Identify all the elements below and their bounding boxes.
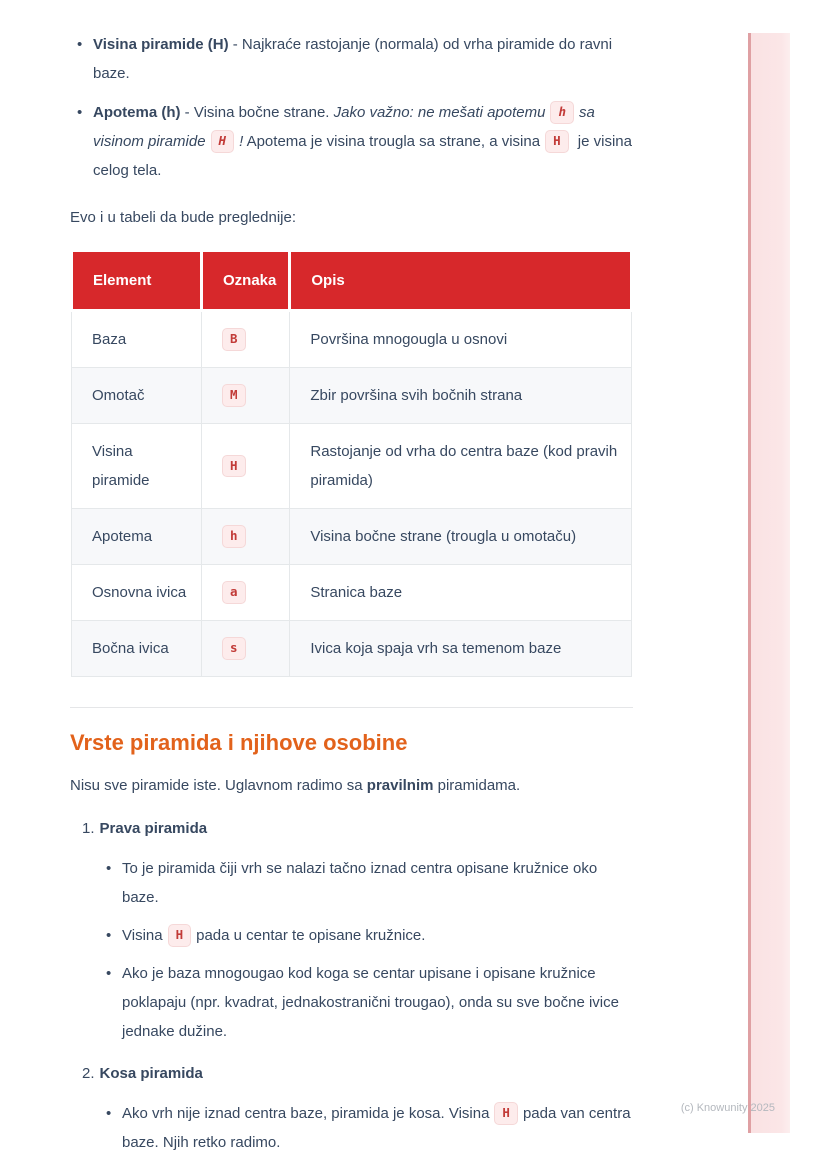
copyright-notice: (c) Knowunity 2025: [680, 1102, 775, 1114]
cell-oznaka: [202, 424, 290, 509]
bullet-text: pada van centra baze. Njih retko radimo.: [122, 1105, 631, 1151]
code-badge-s: s: [222, 637, 246, 660]
inline-code-badge-H: H: [211, 130, 235, 153]
definition-text: - Najkraće rastojanje (normala) od vrha piramide do ravni baze.: [93, 36, 613, 82]
elements-table: [70, 249, 633, 677]
list-item: [70, 30, 633, 88]
cell-opis: Rastojanje od vrha do centra baze (kod pravih piramida): [290, 424, 632, 509]
list-item: [70, 98, 633, 185]
definition-text: je visina celog tela.: [93, 133, 632, 179]
cell-element: Bočna ivica: [72, 621, 202, 677]
code-badge-H: H: [222, 455, 246, 478]
ordered-item-heading: [82, 814, 633, 843]
bullet-text: Ako je baza mnogougao kod koga se centar upisane i opisane kružnice poklapaju (npr. kvadrat, jednakostranični trougao), onda su sve bočne ivice jednake dužine.: [122, 965, 619, 1040]
table-row: [72, 565, 632, 621]
document-content: [70, 30, 633, 1170]
list-item: [82, 921, 633, 950]
cell-element: Apotema: [72, 509, 202, 565]
intro-text: Nisu sve piramide iste. Uglavnom radimo sa: [70, 777, 367, 794]
list-item: [82, 959, 633, 1046]
table-header: [72, 251, 632, 311]
ordered-item-title: Prava piramida: [99, 820, 208, 837]
cell-opis: Zbir površina svih bočnih strana: [290, 368, 632, 424]
sub-bullet-list: [82, 1099, 633, 1157]
cell-oznaka: [202, 311, 290, 368]
definition-text-italic: sa visinom piramide: [93, 104, 595, 150]
cell-element: Visina piramide: [72, 424, 202, 509]
cell-element: Osnovna ivica: [72, 565, 202, 621]
table-intro-paragraph: Evo i u tabeli da bude preglednije:: [70, 209, 296, 226]
cell-opis: Visina bočne strane (trougla u omotaču): [290, 509, 632, 565]
column-header-opis: Opis: [290, 251, 632, 311]
definition-text: - Visina bočne strane.: [180, 104, 334, 121]
cell-oznaka: [202, 621, 290, 677]
ordered-item-number: 2.: [82, 1065, 95, 1082]
cell-oznaka: [202, 509, 290, 565]
code-badge-M: M: [222, 384, 246, 407]
list-item: [82, 854, 633, 912]
definition-text: Apotema je visina trougla sa strane, a visina: [243, 133, 541, 150]
section-intro-paragraph: [70, 771, 633, 800]
code-badge-a: a: [222, 581, 246, 604]
cell-element: Baza: [72, 311, 202, 368]
definition-term: Visina piramide (H): [93, 36, 229, 53]
table-row: [72, 509, 632, 565]
definition-term: Apotema (h): [93, 104, 181, 121]
ordered-item-heading: [82, 1059, 633, 1088]
cell-opis: Površina mnogougla u osnovi: [290, 311, 632, 368]
pyramid-types-list: [70, 814, 633, 1157]
bullet-text: Visina: [122, 927, 163, 944]
cell-opis: Ivica koja spaja vrh sa temenom baze: [290, 621, 632, 677]
table-row: [72, 424, 632, 509]
table-row: [72, 311, 632, 368]
inline-code-badge-H: H: [494, 1102, 518, 1125]
intro-text: piramidama.: [433, 777, 521, 794]
bullet-text: Ako vrh nije iznad centra baze, piramida je kosa. Visina: [122, 1105, 490, 1122]
section-heading: Vrste piramida i njihove osobine: [70, 730, 408, 755]
bullet-text: pada u centar te opisane kružnice.: [196, 927, 426, 944]
list-item-prava-piramida: [70, 814, 633, 1046]
code-badge-B: B: [222, 328, 246, 351]
definition-text-italic: Jako važno: ne mešati apotemu: [333, 104, 546, 121]
inline-code-badge-H: H: [168, 924, 192, 947]
table-row: [72, 368, 632, 424]
page-edge-stripe: [748, 33, 790, 1133]
table-header-row: [72, 251, 632, 311]
cell-opis: Stranica baze: [290, 565, 632, 621]
inline-code-badge-H: H: [545, 130, 569, 153]
sub-bullet-list: [82, 854, 633, 1046]
column-header-oznaka: Oznaka: [202, 251, 290, 311]
definitions-list: [70, 30, 633, 185]
cell-element: Omotač: [72, 368, 202, 424]
code-badge-h: h: [222, 525, 246, 548]
section-divider: [70, 707, 633, 708]
intro-text-bold: pravilnim: [366, 777, 434, 794]
table-row: [72, 621, 632, 677]
cell-oznaka: [202, 565, 290, 621]
column-header-element: Element: [72, 251, 202, 311]
inline-code-badge-h: h: [550, 101, 574, 124]
bullet-text: To je piramida čiji vrh se nalazi tačno iznad centra opisane kružnice oko baze.: [122, 860, 598, 906]
ordered-item-number: 1.: [82, 820, 95, 837]
cell-oznaka: [202, 368, 290, 424]
list-item: [82, 1099, 633, 1157]
list-item-kosa-piramida: [70, 1059, 633, 1157]
definition-text-italic: !: [239, 133, 244, 150]
ordered-item-title: Kosa piramida: [99, 1065, 203, 1082]
